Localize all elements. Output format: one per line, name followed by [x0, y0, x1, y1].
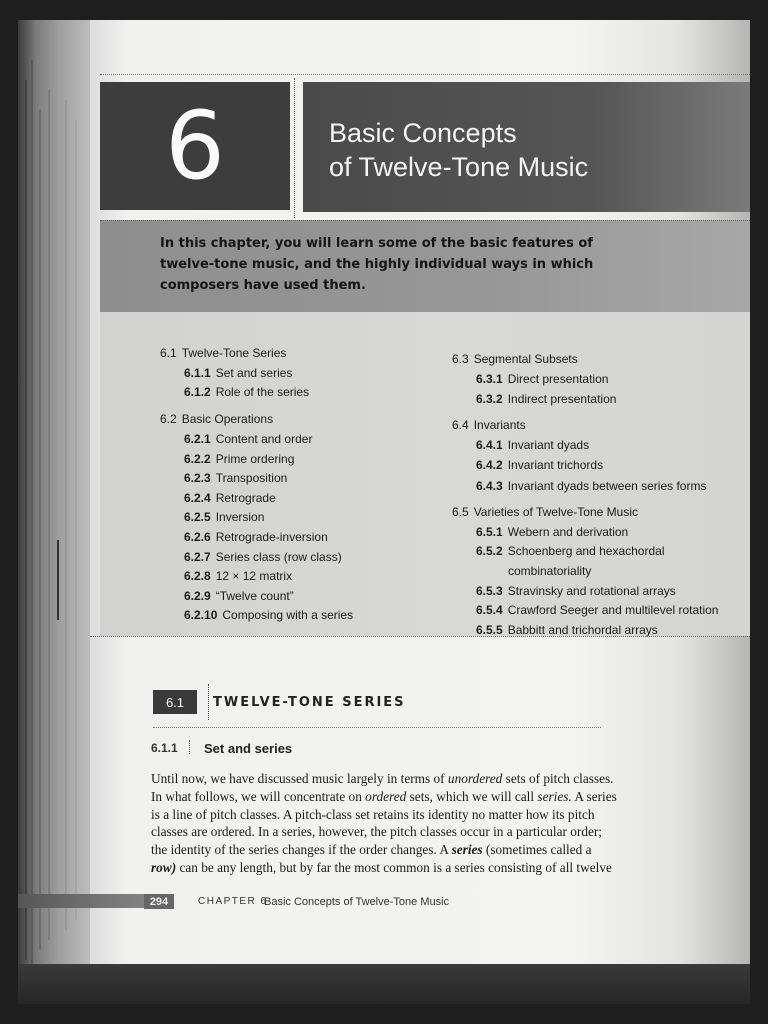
body-text-run: is a line of pitch classes. A pitch-class set retains its identity no matter how its pitch: [151, 806, 595, 822]
toc-entry-number: 6.2.4: [184, 491, 211, 505]
toc-entry: [476, 458, 603, 472]
toc-entry: [452, 505, 638, 519]
toc-entry: [476, 584, 676, 598]
toc-entry: [184, 491, 276, 505]
chapter-number: 6: [100, 82, 290, 210]
toc-entry-number: 6.1.1: [184, 366, 211, 380]
body-line: [151, 823, 601, 841]
toc-entry-number: 6.5.5: [476, 623, 503, 637]
toc-entry-number: 6.4.1: [476, 438, 503, 452]
toc-entry-label: Basic Operations: [181, 412, 274, 426]
toc-entry-label: “Twelve count”: [215, 589, 294, 603]
toc-entry-label: Direct presentation: [507, 372, 609, 386]
body-text-run: A series: [571, 788, 617, 804]
body-text-run: (sometimes called a: [482, 842, 592, 858]
section-title: TWELVE-TONE SERIES: [213, 695, 406, 710]
toc-entry: [476, 479, 706, 493]
page-edges: [18, 20, 90, 1004]
toc-entry-label: Retrograde-inversion: [215, 530, 328, 544]
toc-entry: [476, 544, 665, 558]
subsection-divider: [189, 740, 190, 754]
chapter-title-box: [303, 82, 750, 212]
toc-entry-label: Series class (row class): [215, 550, 342, 564]
body-emphasis: row): [151, 859, 177, 875]
toc-entry: [476, 392, 616, 406]
toc-entry-label: Stravinsky and rotational arrays: [507, 584, 676, 598]
toc-entry: [476, 623, 658, 637]
subsection-title: Set and series: [204, 741, 293, 756]
toc-entry: [184, 530, 328, 544]
toc-entry-label: Babbitt and trichordal arrays: [507, 623, 658, 637]
toc-entry-label: Invariant dyads between series forms: [507, 479, 707, 493]
toc-entry: [184, 550, 342, 564]
top-rule: [100, 74, 750, 75]
body-text-run: In what follows, we will concentrate on: [151, 788, 366, 804]
toc-entry-number: 6.5.3: [476, 584, 503, 598]
toc-entry-label: Prime ordering: [215, 452, 295, 466]
toc-entry-number: 6.5.2: [476, 544, 503, 558]
toc-entry-number: 6.2.1: [184, 432, 211, 446]
toc-entry-label: Twelve-Tone Series: [181, 346, 287, 360]
body-text-run: sets of pitch classes.: [502, 771, 614, 786]
toc-entry-number: 6.4: [452, 418, 469, 432]
body-emphasis: ordered: [365, 788, 407, 804]
footer-chapter-title: Basic Concepts of Twelve-Tone Music: [264, 896, 450, 908]
chapter-intro: [100, 220, 750, 313]
toc-entry-number: 6.3: [452, 352, 469, 366]
toc-entry: [160, 346, 286, 360]
toc-entry-number: 6.3.1: [476, 372, 503, 386]
chapter-title-line1: Basic Concepts: [329, 118, 517, 148]
body-text-run: the identity of the series changes if the order changes. A: [151, 842, 452, 858]
body-line: [151, 859, 612, 877]
body-emphasis: unordered: [447, 771, 503, 786]
toc-entry: [452, 352, 578, 366]
body-paragraph: [151, 770, 617, 877]
toc-entry-number: 6.2.7: [184, 550, 211, 564]
intro-text: In this chapter, you will learn some of the basic features of twelve-tone music, and the highly individual ways in which composers have used them.: [160, 236, 594, 293]
page-number: 294: [144, 894, 174, 909]
toc-entry: [452, 418, 526, 432]
toc-entry-label: Webern and derivation: [507, 525, 629, 539]
toc-entry-label: Indirect presentation: [507, 392, 617, 406]
toc-entry-number: 6.3.2: [476, 392, 503, 406]
toc-entry-number: 6.2.9: [184, 589, 211, 603]
section-divider: [208, 684, 209, 720]
header-divider: [294, 78, 295, 218]
toc-entry: [184, 452, 294, 466]
body-line: [151, 770, 614, 788]
toc-entry-label: Varieties of Twelve-Tone Music: [473, 505, 638, 519]
subsection-number: 6.1.1: [151, 741, 178, 755]
body-text-run: can be any length, but by far the most common is a series consisting of all twelve: [176, 859, 612, 875]
toc-entry-label: Set and series: [215, 366, 293, 380]
toc-entry: [184, 608, 353, 622]
body-emphasis: series: [451, 842, 483, 858]
toc-entry-number: 6.2.6: [184, 530, 211, 544]
toc-entry: [508, 564, 591, 578]
toc-entry-number: 6.2.2: [184, 452, 211, 466]
body-line: [151, 841, 601, 859]
scan-bottom-edge: [18, 964, 750, 1004]
toc-entry-number: 6.5.4: [476, 603, 503, 617]
toc-entry: [184, 569, 292, 583]
toc-entry: [184, 589, 294, 603]
body-text-run: sets, which we will call: [406, 788, 538, 804]
toc-entry-number: 6.2: [160, 412, 177, 426]
toc-entry: [184, 471, 287, 485]
toc-entry-number: 6.5: [452, 505, 469, 519]
toc-entry: [160, 412, 273, 426]
toc-entry: [476, 372, 608, 386]
toc-entry-label: combinatoriality: [508, 564, 592, 578]
toc-entry: [184, 510, 264, 524]
toc-entry-label: Transposition: [215, 471, 288, 485]
toc-entry: [184, 432, 312, 446]
toc-entry-label: Content and order: [215, 432, 313, 446]
toc-entry: [184, 366, 292, 380]
footer-chapter-label: CHAPTER 6: [198, 896, 268, 907]
contents-rule: [90, 636, 750, 637]
section-rule: [153, 727, 601, 728]
toc-entry-label: 12 × 12 matrix: [215, 569, 293, 583]
toc-entry-number: 6.4.3: [476, 479, 503, 493]
body-text-run: classes are ordered. In a series, however, the pitch classes occur in a particular order;: [151, 824, 602, 840]
toc-entry: [476, 525, 628, 539]
toc-entry-number: 6.2.3: [184, 471, 211, 485]
section-number: 6.1: [153, 690, 197, 714]
toc-entry: [476, 438, 589, 452]
toc-entry-number: 6.5.1: [476, 525, 503, 539]
toc-entry-number: 6.1.2: [184, 385, 211, 399]
chapter-contents: [100, 312, 750, 636]
toc-entry-label: Composing with a series: [222, 608, 354, 622]
toc-entry-label: Retrograde: [215, 491, 276, 505]
toc-entry-number: 6.1: [160, 346, 177, 360]
toc-entry-number: 6.2.5: [184, 510, 211, 524]
toc-entry-label: Schoenberg and hexachordal: [507, 544, 665, 558]
chapter-title-line2: of Twelve-Tone Music: [329, 152, 589, 182]
toc-entry-label: Inversion: [215, 510, 265, 524]
toc-entry: [476, 603, 718, 617]
toc-entry-number: 6.4.2: [476, 458, 503, 472]
toc-entry-number: 6.2.10: [184, 608, 218, 622]
toc-entry-label: Segmental Subsets: [473, 352, 578, 366]
book-page: [18, 20, 750, 1004]
toc-entry: [184, 385, 309, 399]
toc-entry-label: Invariant trichords: [507, 458, 604, 472]
body-line: [151, 788, 617, 806]
toc-entry-number: 6.2.8: [184, 569, 211, 583]
toc-entry-label: Crawford Seeger and multilevel rotation: [507, 603, 719, 617]
body-line: [151, 806, 601, 824]
toc-entry-label: Role of the series: [215, 385, 310, 399]
toc-entry-label: Invariant dyads: [507, 438, 590, 452]
body-text-run: Until now, we have discussed music largely in terms of: [151, 771, 448, 786]
toc-entry-label: Invariants: [473, 418, 526, 432]
body-emphasis: series.: [537, 788, 572, 804]
